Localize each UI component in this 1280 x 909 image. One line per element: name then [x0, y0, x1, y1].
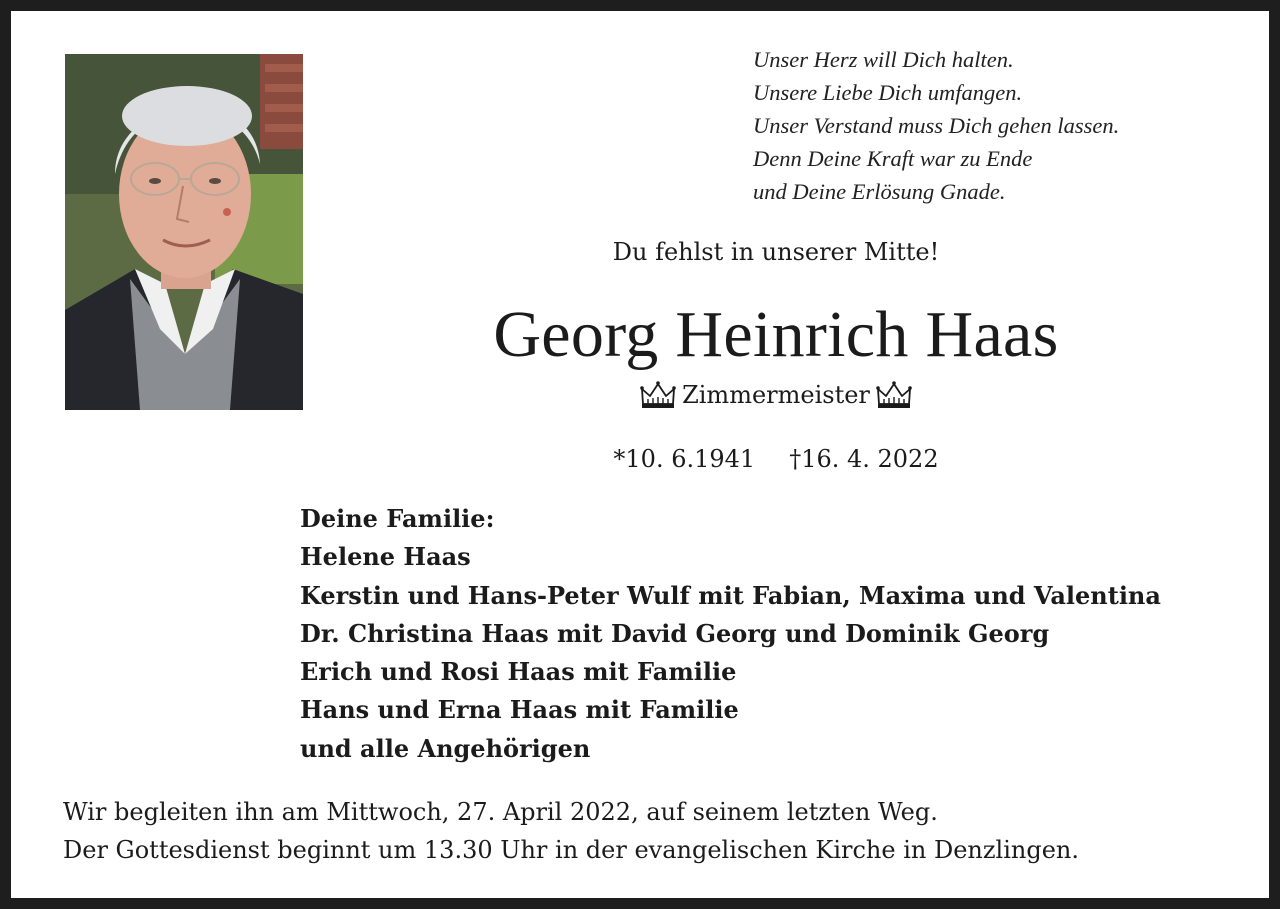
crown-icon [876, 380, 912, 410]
death-date: †16. 4. 2022 [789, 445, 939, 473]
birth-date: *10. 6.1941 [613, 445, 756, 473]
family-member: Kerstin und Hans-Peter Wulf mit Fabian, Maxima und Valentina [300, 580, 1161, 610]
poem-line: Unser Verstand muss Dich gehen lassen. [753, 113, 1120, 138]
service-line: Wir begleiten ihn am Mittwoch, 27. April 2022, auf seinem letzten Weg. [63, 798, 938, 826]
poem-line: Unsere Liebe Dich umfangen. [753, 80, 1023, 105]
profession-row [371, 378, 1181, 412]
obituary-notice [11, 11, 1269, 898]
crown-icon [640, 380, 676, 410]
family-list [300, 500, 1161, 768]
family-member: Dr. Christina Haas mit David Georg und Dominik Georg [300, 618, 1050, 648]
life-dates [371, 444, 1181, 474]
portrait-photo [65, 54, 303, 410]
poem [753, 43, 1119, 208]
profession: Zimmermeister [682, 381, 870, 409]
poem-line: Denn Deine Kraft war zu Ende [753, 146, 1033, 171]
poem-line: und Deine Erlösung Gnade. [753, 179, 1006, 204]
family-member: Helene Haas [300, 542, 471, 572]
family-member: und alle Angehörigen [300, 733, 591, 763]
family-member: Hans und Erna Haas mit Familie [300, 695, 739, 725]
family-member: Erich und Rosi Haas mit Familie [300, 657, 737, 687]
deceased-name: Georg Heinrich Haas [493, 298, 1059, 371]
family-heading: Deine Familie: [300, 504, 495, 533]
tagline: Du fehlst in unserer Mitte! [612, 238, 940, 266]
poem-line: Unser Herz will Dich halten. [753, 47, 1014, 72]
service-info [63, 793, 1079, 869]
service-line: Der Gottesdienst beginnt um 13.30 Uhr in der evangelischen Kirche in Denzlingen. [63, 836, 1079, 864]
